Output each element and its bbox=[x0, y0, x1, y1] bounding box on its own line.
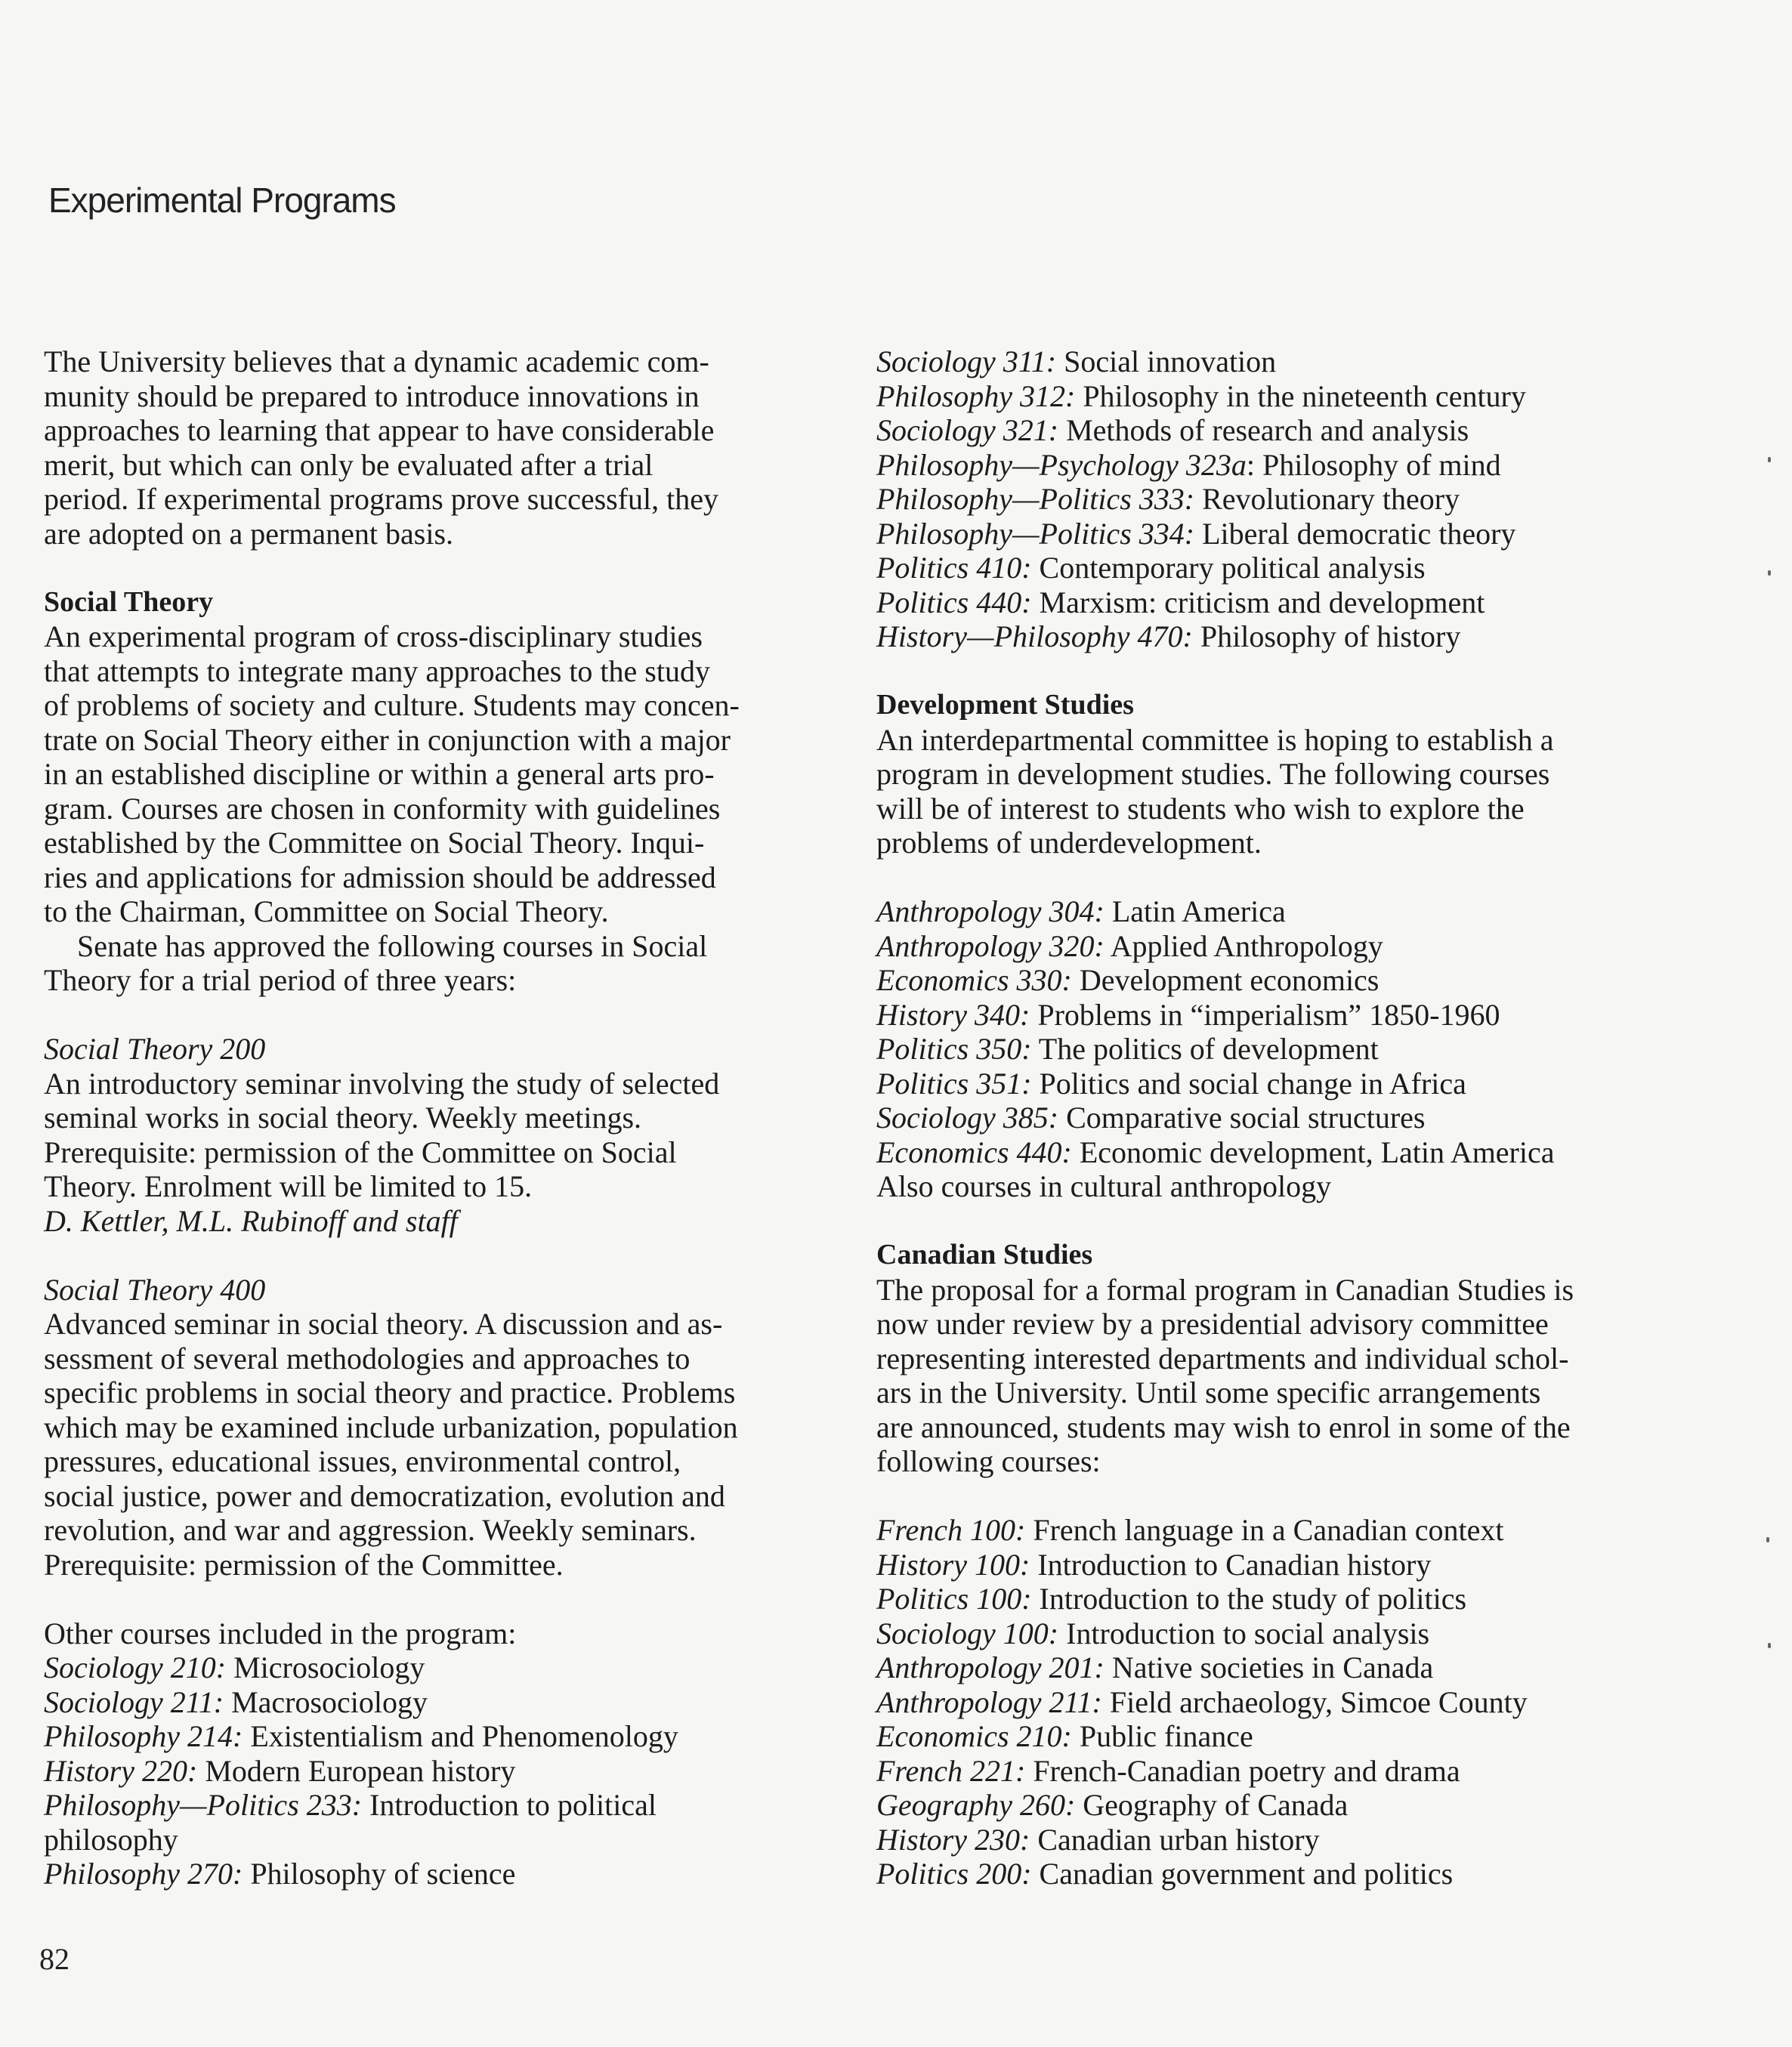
scan-speck bbox=[1768, 457, 1771, 462]
course-code: Politics 350: bbox=[876, 1032, 1032, 1066]
course-item bbox=[876, 448, 1730, 483]
text-line: social justice, power and democratization, evolution and bbox=[44, 1478, 725, 1513]
course-code: Economics 440: bbox=[876, 1135, 1072, 1169]
course-description-st400 bbox=[44, 1307, 822, 1582]
text-line: following courses: bbox=[876, 1444, 1101, 1478]
text-line: Prerequisite: permission of the Committee on Social bbox=[44, 1135, 677, 1169]
other-courses-list bbox=[44, 1650, 822, 1891]
course-desc: Applied Anthropology bbox=[1104, 928, 1383, 963]
spacer bbox=[44, 1582, 822, 1616]
course-item bbox=[876, 413, 1730, 448]
text-line: period. If experimental programs prove successful, they bbox=[44, 482, 719, 516]
development-courses-list bbox=[876, 894, 1730, 1204]
senate-paragraph bbox=[44, 929, 822, 998]
spacer bbox=[876, 1479, 1730, 1514]
course-code: Anthropology 320: bbox=[876, 928, 1105, 963]
course-desc: French-Canadian poetry and drama bbox=[1025, 1753, 1460, 1788]
other-courses-intro: Other courses included in the program: bbox=[44, 1616, 517, 1650]
text-line: pressures, educational issues, environmental control, bbox=[44, 1444, 681, 1478]
spacer bbox=[876, 1204, 1730, 1239]
course-desc: Existentialism and Phenomenology bbox=[243, 1719, 678, 1753]
text-line: An interdepartmental committee is hoping to establish a bbox=[876, 722, 1554, 757]
text-line: are announced, students may wish to enrol in some of the bbox=[876, 1409, 1571, 1444]
course-item bbox=[44, 1685, 822, 1720]
course-code: Anthropology 201: bbox=[876, 1650, 1105, 1684]
text-line: to the Chairman, Committee on Social Theory. bbox=[44, 894, 609, 928]
course-desc: Canadian urban history bbox=[1030, 1822, 1320, 1857]
text-line: will be of interest to students who wish to explore the bbox=[876, 791, 1525, 826]
course-item bbox=[44, 1650, 822, 1685]
course-item bbox=[876, 1650, 1730, 1685]
page-title: Experimental Programs bbox=[48, 181, 396, 220]
course-code: French 221: bbox=[876, 1753, 1026, 1788]
course-code: Politics 440: bbox=[876, 585, 1032, 619]
course-item bbox=[876, 1101, 1730, 1135]
text-line: Prerequisite: permission of the Committee. bbox=[44, 1547, 564, 1582]
text-line: established by the Committee on Social Theory. Inqui- bbox=[44, 826, 705, 860]
course-desc: Introduction to social analysis bbox=[1058, 1616, 1430, 1650]
course-item bbox=[876, 379, 1730, 414]
development-studies-paragraph bbox=[876, 723, 1730, 860]
course-item bbox=[44, 1788, 822, 1823]
course-item bbox=[876, 1823, 1730, 1857]
course-code: Sociology 210: bbox=[44, 1650, 227, 1684]
course-desc: : Philosophy of mind bbox=[1246, 447, 1501, 482]
text-line: The University believes that a dynamic academic com- bbox=[44, 344, 709, 378]
text-line: of problems of society and culture. Students may concen- bbox=[44, 688, 740, 722]
course-code: Politics 351: bbox=[876, 1066, 1032, 1101]
course-item bbox=[876, 551, 1730, 585]
course-code: Sociology 311: bbox=[876, 344, 1057, 378]
course-desc: Public finance bbox=[1071, 1719, 1253, 1753]
course-item bbox=[876, 1135, 1730, 1170]
canadian-studies-heading: Canadian Studies bbox=[876, 1239, 1093, 1270]
course-staff-st200: D. Kettler, M.L. Rubinoff and staff bbox=[44, 1203, 458, 1238]
text-line: that attempts to integrate many approaches to the study bbox=[44, 653, 710, 688]
course-item bbox=[876, 1719, 1730, 1754]
text-line: ries and applications for admission should be addressed bbox=[44, 860, 716, 894]
scan-speck bbox=[1768, 570, 1771, 576]
course-code: Philosophy—Psychology 323a bbox=[876, 447, 1247, 482]
course-code: Philosophy 270: bbox=[44, 1857, 243, 1891]
course-desc: Microsociology bbox=[226, 1650, 425, 1684]
social-theory-courses-list bbox=[876, 344, 1730, 654]
course-code: Economics 330: bbox=[876, 963, 1072, 997]
course-desc: Modern European history bbox=[197, 1753, 516, 1788]
course-item bbox=[44, 1857, 822, 1891]
canadian-courses-list bbox=[876, 1513, 1730, 1891]
course-code: Sociology 321: bbox=[876, 413, 1059, 447]
text-line: trate on Social Theory either in conjunction with a major bbox=[44, 722, 731, 757]
course-item bbox=[876, 1754, 1730, 1789]
spacer bbox=[44, 998, 822, 1033]
course-item bbox=[876, 482, 1730, 517]
course-desc: Canadian government and politics bbox=[1031, 1857, 1454, 1891]
course-item bbox=[876, 894, 1730, 929]
text-line: An experimental program of cross-disciplinary studies bbox=[44, 619, 703, 653]
course-desc: Latin America bbox=[1104, 894, 1286, 928]
left-column bbox=[44, 344, 822, 1891]
course-desc: Philosophy of history bbox=[1192, 619, 1461, 653]
course-item bbox=[876, 344, 1730, 379]
course-desc: Economic development, Latin America bbox=[1071, 1135, 1555, 1169]
text-line: Theory for a trial period of three years: bbox=[44, 963, 517, 997]
spacer bbox=[44, 1238, 822, 1273]
course-desc: Problems in “imperialism” 1850-1960 bbox=[1030, 997, 1500, 1032]
course-item bbox=[44, 1719, 822, 1754]
course-item bbox=[876, 1616, 1730, 1651]
scan-speck bbox=[1766, 1537, 1769, 1542]
course-item bbox=[876, 963, 1730, 998]
course-desc: Native societies in Canada bbox=[1104, 1650, 1434, 1684]
course-code: History 220: bbox=[44, 1753, 198, 1788]
social-theory-heading: Social Theory bbox=[44, 585, 214, 618]
course-title-st200: Social Theory 200 bbox=[44, 1032, 266, 1066]
spacer bbox=[876, 654, 1730, 689]
text-line: problems of underdevelopment. bbox=[876, 826, 1262, 860]
course-desc: Politics and social change in Africa bbox=[1031, 1066, 1466, 1101]
course-code: French 100: bbox=[876, 1513, 1026, 1547]
course-code: Politics 100: bbox=[876, 1582, 1032, 1616]
text-line: merit, but which can only be evaluated after a trial bbox=[44, 447, 653, 482]
course-item bbox=[876, 1169, 1730, 1204]
spacer bbox=[876, 860, 1730, 895]
course-desc: Philosophy in the nineteenth century bbox=[1075, 378, 1526, 413]
course-desc: Introduction to political bbox=[362, 1788, 657, 1822]
course-desc: Comparative social structures bbox=[1058, 1101, 1426, 1135]
course-title-st400: Social Theory 400 bbox=[44, 1272, 266, 1307]
course-desc: Introduction to the study of politics bbox=[1031, 1582, 1467, 1616]
text-line: representing interested departments and individual schol- bbox=[876, 1341, 1569, 1375]
text-line: The proposal for a formal program in Canadian Studies is bbox=[876, 1272, 1574, 1307]
course-item bbox=[876, 1067, 1730, 1101]
course-code: Sociology 211: bbox=[44, 1684, 224, 1719]
course-code: Philosophy—Politics 233: bbox=[44, 1788, 363, 1822]
text-line: now under review by a presidential advisory committee bbox=[876, 1307, 1549, 1341]
course-code: Philosophy 214: bbox=[44, 1719, 243, 1753]
course-code: History—Philosophy 470: bbox=[876, 619, 1193, 653]
course-item bbox=[876, 1857, 1730, 1891]
canadian-studies-paragraph bbox=[876, 1273, 1730, 1479]
course-item bbox=[876, 998, 1730, 1033]
text-line: Theory. Enrolment will be limited to 15. bbox=[44, 1169, 533, 1203]
course-item bbox=[876, 619, 1730, 654]
text-line: program in development studies. The following courses bbox=[876, 757, 1550, 791]
course-code: Philosophy—Politics 333: bbox=[876, 482, 1195, 516]
course-item bbox=[44, 1754, 822, 1789]
course-desc: Contemporary political analysis bbox=[1031, 551, 1426, 585]
course-item bbox=[876, 1513, 1730, 1548]
course-item bbox=[876, 1685, 1730, 1720]
intro-paragraph bbox=[44, 344, 822, 551]
text-line: ars in the University. Until some specific arrangements bbox=[876, 1375, 1541, 1409]
course-item bbox=[876, 1788, 1730, 1823]
course-code: History 340: bbox=[876, 997, 1030, 1032]
course-code: Politics 410: bbox=[876, 551, 1032, 585]
text-line: Senate has approved the following courses in Social bbox=[77, 928, 708, 963]
course-desc: The politics of development bbox=[1031, 1032, 1379, 1066]
course-desc: Also courses in cultural anthropology bbox=[876, 1169, 1332, 1203]
course-item bbox=[876, 929, 1730, 964]
course-item bbox=[876, 1582, 1730, 1616]
text-line: approaches to learning that appear to have considerable bbox=[44, 413, 715, 447]
course-code: Anthropology 211: bbox=[876, 1684, 1102, 1719]
course-code: History 230: bbox=[876, 1822, 1030, 1857]
course-item bbox=[876, 585, 1730, 620]
course-code: Geography 260: bbox=[876, 1788, 1076, 1822]
text-line: An introductory seminar involving the study of selected bbox=[44, 1066, 720, 1101]
course-desc: Development economics bbox=[1071, 963, 1380, 997]
course-desc: Philosophy of science bbox=[243, 1857, 516, 1891]
text-line: gram. Courses are chosen in conformity with guidelines bbox=[44, 791, 721, 826]
course-code: Philosophy 312: bbox=[876, 378, 1076, 413]
course-code: Philosophy—Politics 334: bbox=[876, 516, 1195, 551]
course-desc: Liberal democratic theory bbox=[1194, 516, 1516, 551]
course-desc: philosophy bbox=[44, 1822, 178, 1857]
course-desc: Geography of Canada bbox=[1075, 1788, 1349, 1822]
text-line: munity should be prepared to introduce innovations in bbox=[44, 378, 700, 413]
text-line: which may be examined include urbanization, population bbox=[44, 1409, 738, 1444]
course-desc: Field archaeology, Simcoe County bbox=[1101, 1684, 1528, 1719]
spacer bbox=[44, 551, 822, 585]
course-code: Anthropology 304: bbox=[876, 894, 1105, 928]
text-line: are adopted on a permanent basis. bbox=[44, 516, 454, 551]
text-line: specific problems in social theory and practice. Problems bbox=[44, 1375, 736, 1409]
course-item bbox=[876, 517, 1730, 551]
course-code: History 100: bbox=[876, 1547, 1030, 1582]
text-line: sessment of several methodologies and approaches to bbox=[44, 1341, 691, 1375]
course-desc: Social innovation bbox=[1056, 344, 1277, 378]
social-theory-paragraph bbox=[44, 619, 822, 929]
course-code: Sociology 385: bbox=[876, 1101, 1059, 1135]
course-item bbox=[876, 1032, 1730, 1067]
course-code: Economics 210: bbox=[876, 1719, 1072, 1753]
course-desc: Methods of research and analysis bbox=[1058, 413, 1469, 447]
right-column bbox=[876, 344, 1730, 1891]
text-line: revolution, and war and aggression. Weekly seminars. bbox=[44, 1513, 697, 1547]
text-line: in an established discipline or within a general arts pro- bbox=[44, 757, 715, 791]
text-line: seminal works in social theory. Weekly meetings. bbox=[44, 1101, 642, 1135]
course-desc: Marxism: criticism and development bbox=[1031, 585, 1485, 619]
course-desc: French language in a Canadian context bbox=[1025, 1513, 1504, 1547]
course-item bbox=[44, 1823, 822, 1857]
development-studies-heading: Development Studies bbox=[876, 689, 1134, 721]
course-item bbox=[876, 1548, 1730, 1582]
course-desc: Macrosociology bbox=[224, 1684, 428, 1719]
scan-speck bbox=[1768, 1643, 1771, 1648]
page-number: 82 bbox=[39, 1942, 70, 1976]
course-desc: Revolutionary theory bbox=[1194, 482, 1460, 516]
course-code: Politics 200: bbox=[876, 1857, 1032, 1891]
course-code: Sociology 100: bbox=[876, 1616, 1059, 1650]
text-line: Advanced seminar in social theory. A discussion and as- bbox=[44, 1307, 723, 1341]
course-description-st200 bbox=[44, 1067, 822, 1204]
course-desc: Introduction to Canadian history bbox=[1030, 1547, 1432, 1582]
